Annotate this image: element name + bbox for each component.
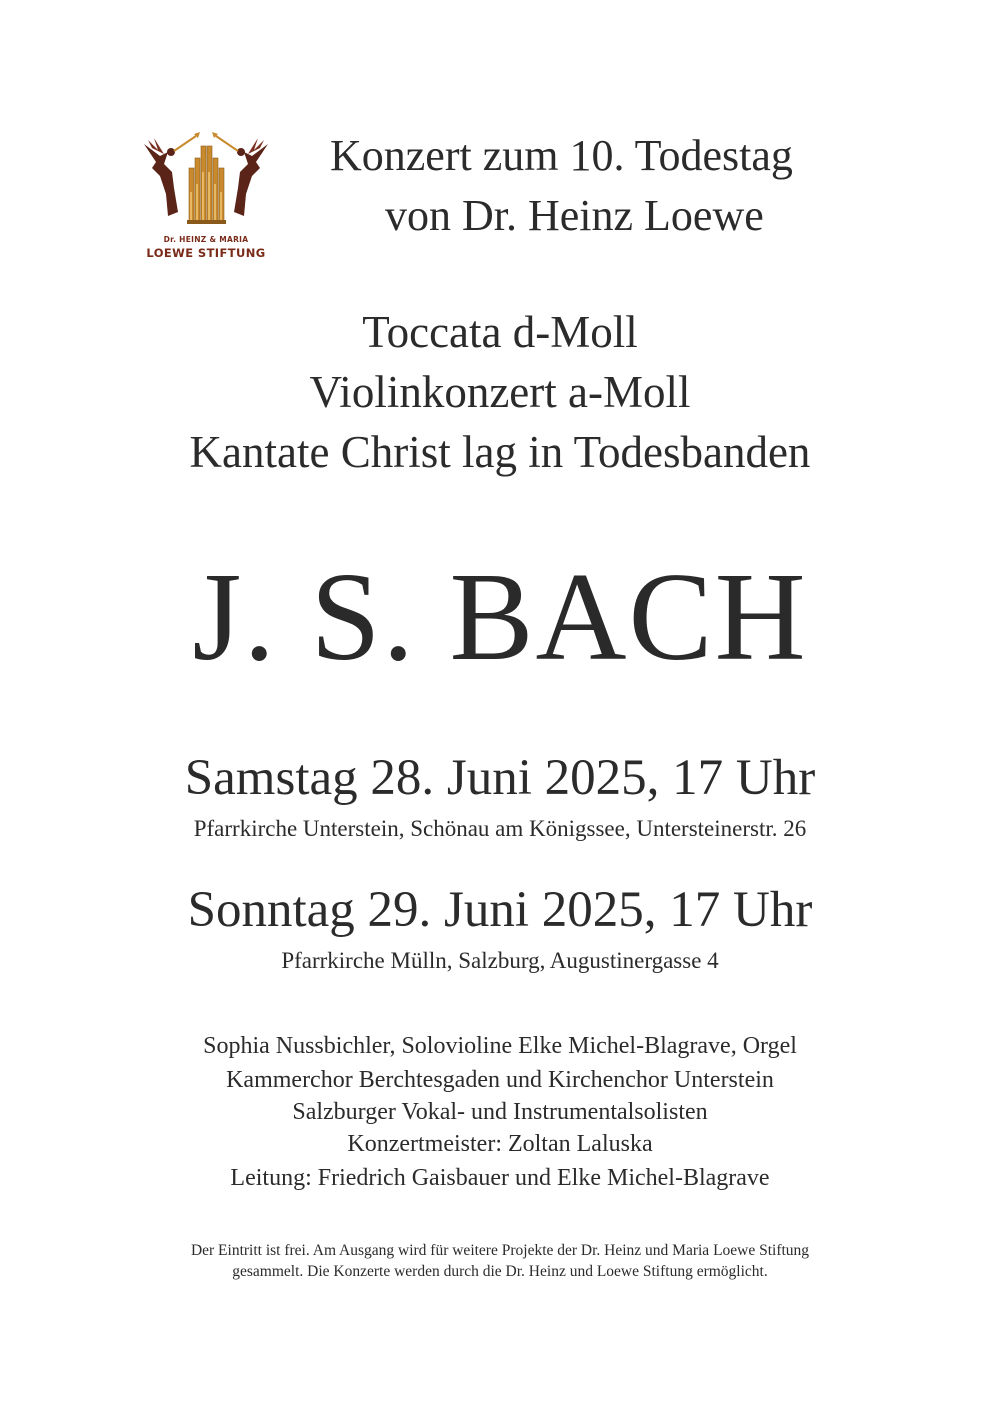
title-line-2: von Dr. Heinz Loewe xyxy=(385,191,764,240)
event-venue-1: Pfarrkirche Unterstein, Schönau am Königssee, Untersteinerstr. 26 xyxy=(193,816,807,841)
foundation-logo xyxy=(138,132,274,266)
footnote-line: gesammelt. Die Konzerte werden durch die Dr. Heinz und Loewe Stiftung ermöglicht. xyxy=(232,1263,768,1280)
composer-name: J. S. BACH xyxy=(192,548,808,687)
performer-line: Sophia Nussbichler, Solovioline Elke Michel-Blagrave, Orgel xyxy=(203,1033,797,1059)
title-line-1: Konzert zum 10. Todestag xyxy=(330,131,793,180)
program-item: Violinkonzert a-Moll xyxy=(309,367,691,417)
performer-line: Konzertmeister: Zoltan Laluska xyxy=(347,1131,653,1157)
organ-with-trumpet-angels-icon xyxy=(138,132,274,232)
footnote-line: Der Eintritt ist frei. Am Ausgang wird für weitere Projekte der Dr. Heinz und Maria Loewe Stiftung xyxy=(190,1242,810,1259)
event-date-1: Samstag 28. Juni 2025, 17 Uhr xyxy=(184,750,816,806)
performer-line: Kammerchor Berchtesgaden und Kirchenchor Unterstein xyxy=(226,1067,774,1093)
logo-text-line1: Dr. HEINZ & MARIA xyxy=(163,235,249,244)
event-venue-2: Pfarrkirche Mülln, Salzburg, Augustinergasse 4 xyxy=(281,948,719,973)
event-date-2: Sonntag 29. Juni 2025, 17 Uhr xyxy=(187,882,813,938)
program-item: Kantate Christ lag in Todesbanden xyxy=(189,427,811,477)
performer-line: Leitung: Friedrich Gaisbauer und Elke Michel-Blagrave xyxy=(230,1165,770,1191)
logo-text-line2: LOEWE STIFTUNG xyxy=(146,246,266,260)
performer-line: Salzburger Vokal- und Instrumentalsolisten xyxy=(292,1099,708,1125)
program-item: Toccata d-Moll xyxy=(362,307,638,357)
